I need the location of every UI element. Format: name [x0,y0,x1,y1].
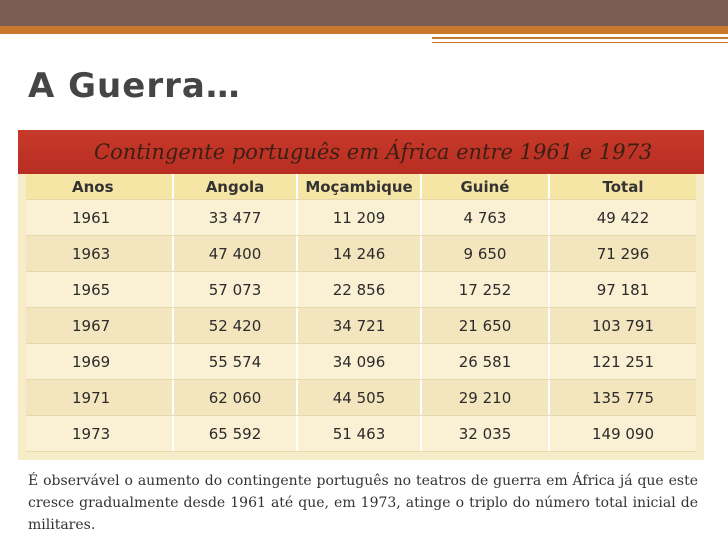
table-cell: 26 581 [422,344,550,379]
table-cell: 1961 [26,200,174,235]
table-row [26,308,696,344]
table-cell: 1973 [26,416,174,451]
header-cell-angola: Angola [174,174,298,199]
table-cell: 17 252 [422,272,550,307]
table-body [26,174,696,460]
table-cell: 62 060 [174,380,298,415]
table-row [26,272,696,308]
table-cell: 51 463 [298,416,422,451]
table-header-row [26,174,696,200]
table-cell: 1965 [26,272,174,307]
accent-strip [0,26,728,34]
header-cell-anos: Anos [26,174,174,199]
top-bar [0,0,728,26]
table-caption: Contingente português em África entre 1961 e 1973 [94,140,653,164]
table-cell: 32 035 [422,416,550,451]
table-cell: 57 073 [174,272,298,307]
table-cell: 49 422 [596,208,650,227]
table-cell: 55 574 [174,344,298,379]
table-cell: 65 592 [174,416,298,451]
slide-title: A Guerra… [28,66,241,106]
body-paragraph: É observável o aumento do contingente português no teatros de guerra em África já que este cresce gradualmente desde 1961 até que, em 1973, atinge o triplo do número total inicial de militares. [28,473,698,533]
header-cell-mocambique: Moçambique [298,174,422,199]
table-cell: 34 721 [298,308,422,343]
table-row [26,416,696,452]
table-caption-band [18,130,704,174]
table-cell: 29 210 [422,380,550,415]
table-cell: 9 650 [422,236,550,271]
header-cell-total: Total [602,177,644,196]
table-row [26,236,696,272]
table-cell: 44 505 [298,380,422,415]
table-cell: 34 096 [298,344,422,379]
header-cell-guine: Guiné [422,174,550,199]
table-cell: 21 650 [422,308,550,343]
table-row [26,344,696,380]
table-cell: 149 090 [591,424,655,443]
table-cell: 52 420 [174,308,298,343]
table-cell: 71 296 [596,244,650,263]
table-cell: 135 775 [591,388,655,407]
table-cell: 121 251 [591,352,655,371]
table-cell: 33 477 [174,200,298,235]
table-row [26,380,696,416]
table-cell: 103 791 [591,316,655,335]
table-cell: 97 181 [596,280,650,299]
table-cell: 4 763 [422,200,550,235]
table-cell: 11 209 [298,200,422,235]
table-cell: 1971 [26,380,174,415]
data-table [18,130,704,460]
table-row [26,200,696,236]
table-cell: 1963 [26,236,174,271]
table-cell: 1969 [26,344,174,379]
table-cell: 1967 [26,308,174,343]
table-cell: 14 246 [298,236,422,271]
table-cell: 22 856 [298,272,422,307]
accent-tab [432,34,728,46]
table-cell: 47 400 [174,236,298,271]
